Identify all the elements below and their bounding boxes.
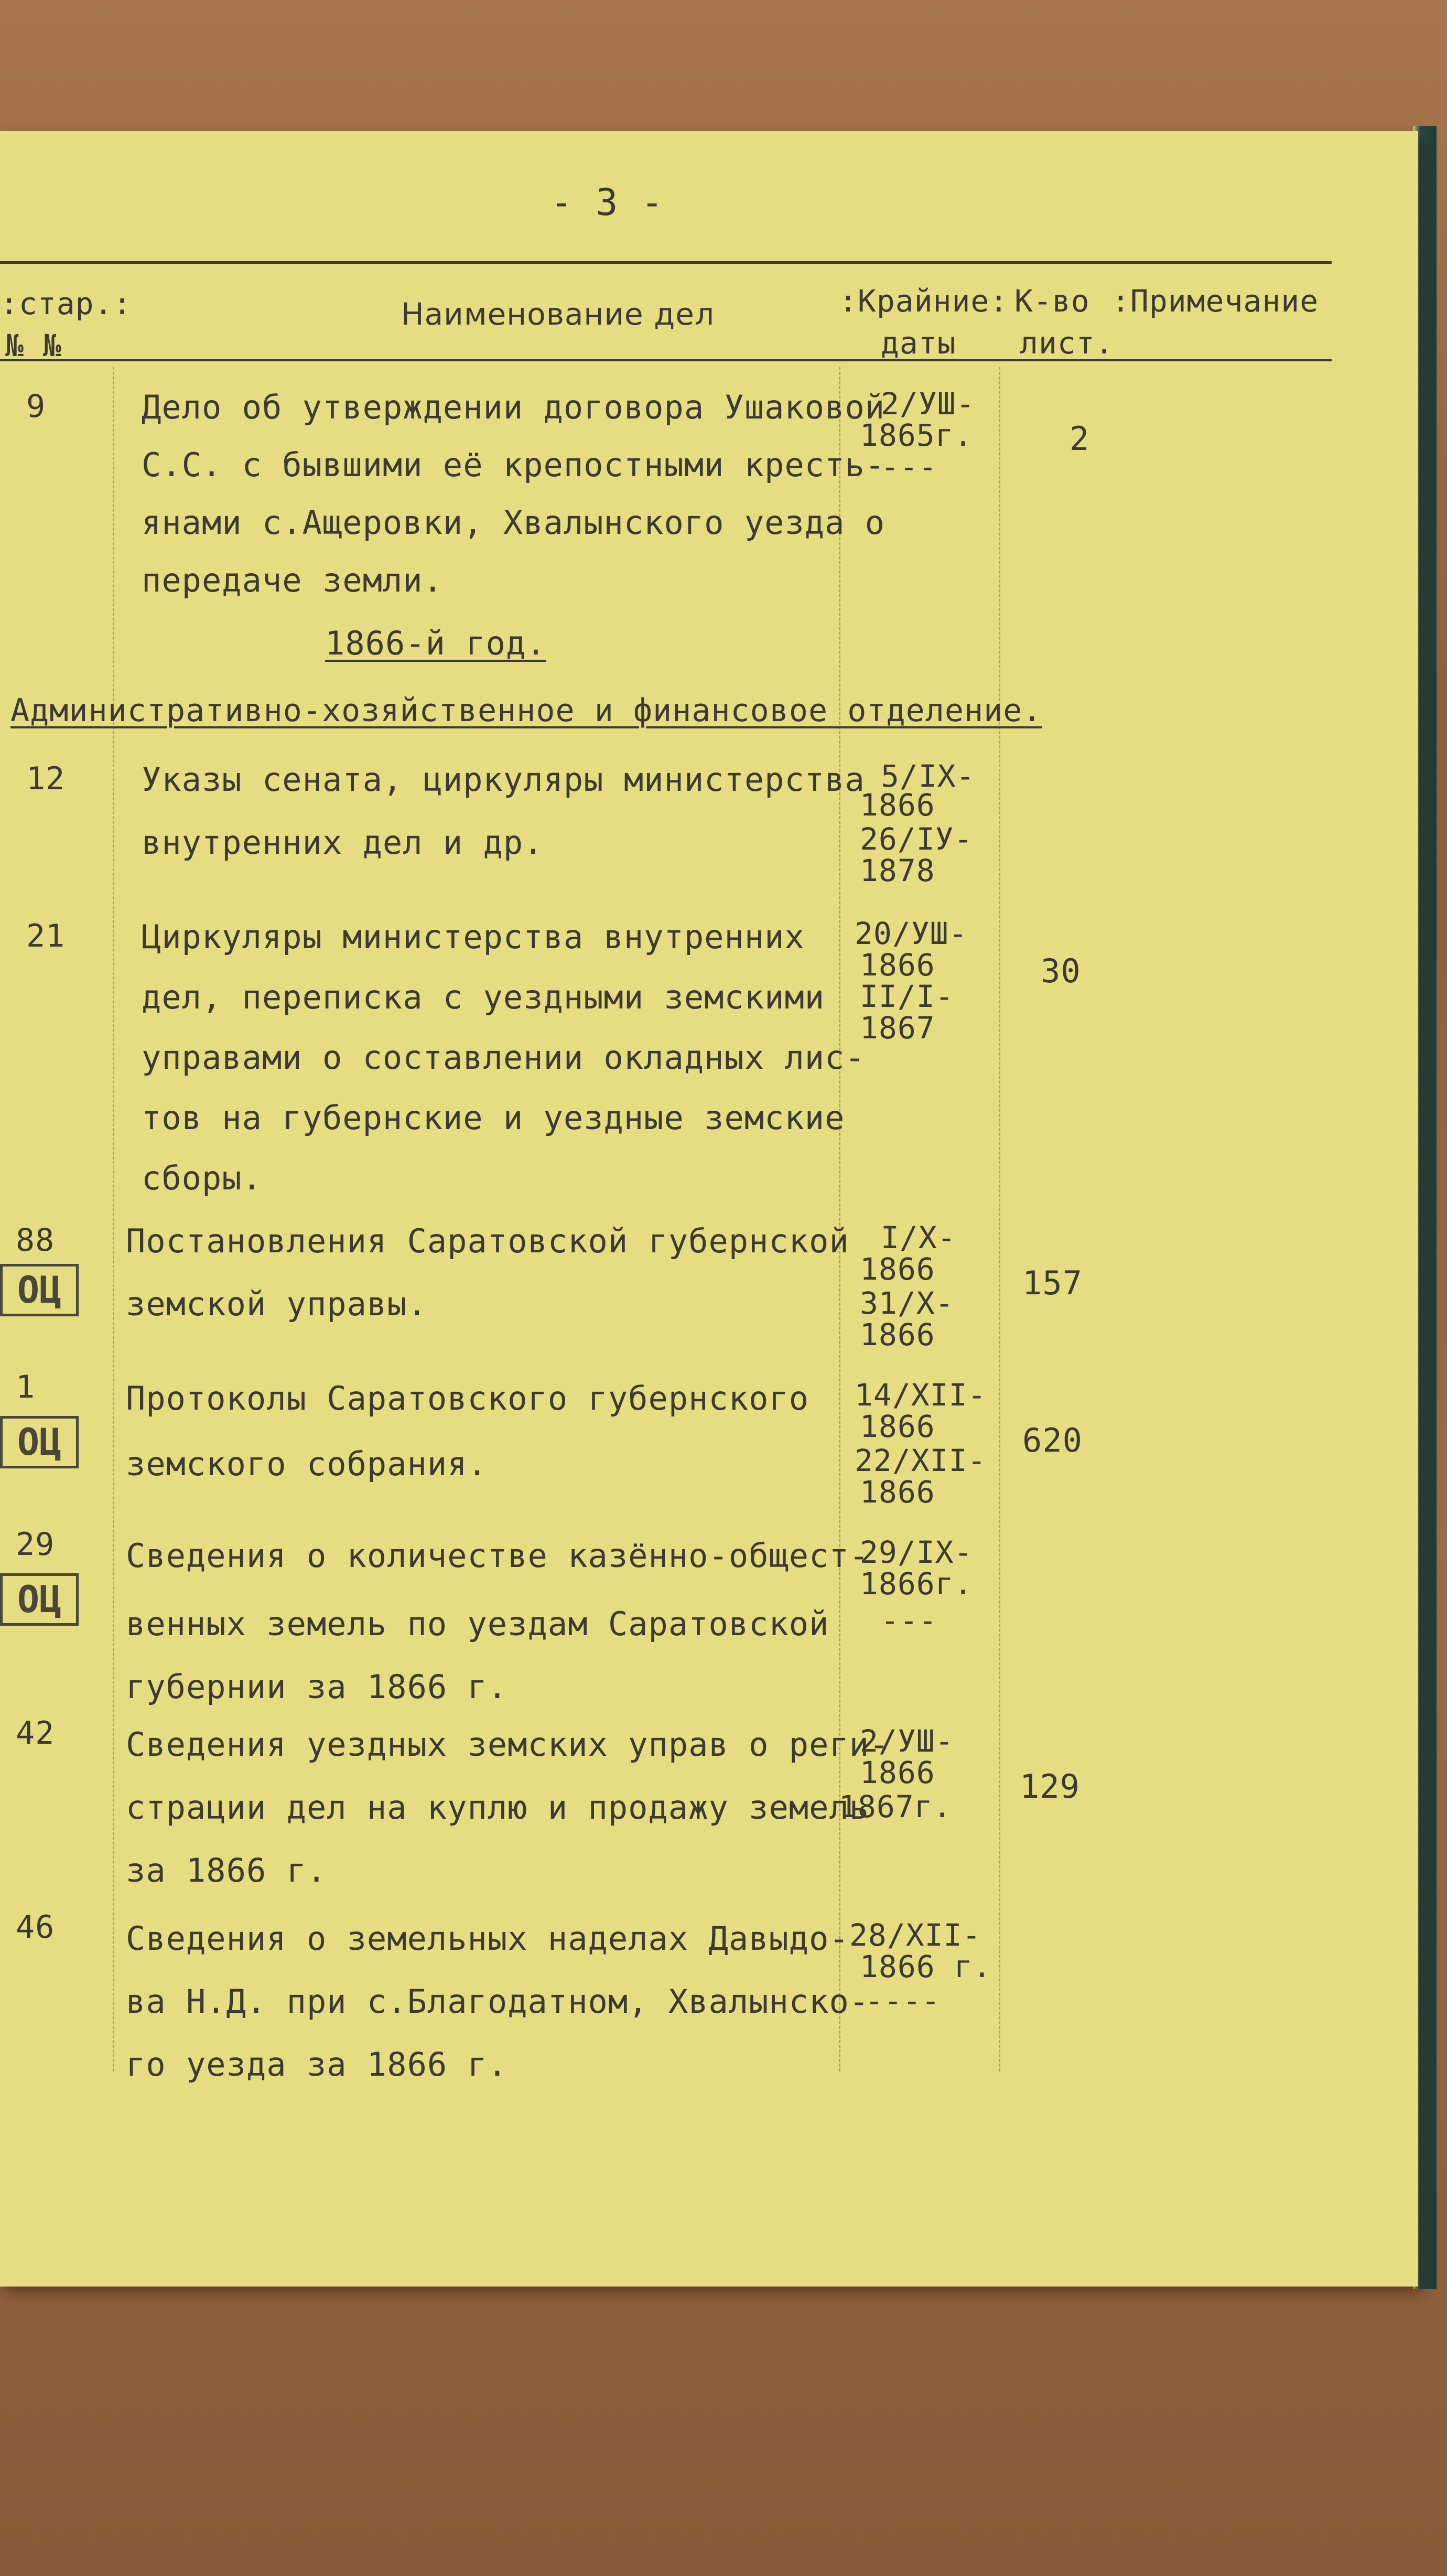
oc-stamp: ОЦ (0, 1264, 79, 1316)
row-sheets: 129 (1020, 1767, 1080, 1806)
row-title-line: Сведения о количестве казённо-общест- (126, 1537, 870, 1575)
row-date: II/I- (860, 979, 954, 1014)
row-title-line: С.С. с бывшими её крепостными кресть- (142, 446, 886, 484)
row-sheets: 157 (1022, 1264, 1083, 1302)
row-date: 22/XII- (855, 1443, 987, 1478)
header-sheets: К-во (1014, 283, 1090, 319)
row-title-line: губернии за 1866 г. (126, 1668, 508, 1706)
row-date: 1866 (860, 1251, 935, 1287)
row-date: 1866 (860, 1317, 935, 1353)
row-old-num: 12 (26, 760, 66, 797)
row-date: 29/IX- (860, 1534, 973, 1570)
row-date: 1867г. (839, 1789, 952, 1824)
row-title-line: передаче земли. (142, 561, 443, 599)
row-date: 1878 (860, 853, 935, 888)
row-date: 26/IУ- (860, 821, 973, 857)
section-heading: Административно-хозяйственное и финансовое отделение. (10, 692, 1042, 729)
row-title-line: Дело об утверждении договора Ушаковой (142, 388, 886, 426)
row-date: 5/IX- (881, 758, 975, 794)
row-date: 2/УШ- (881, 386, 975, 422)
row-title-line: ва Н.Д. при с.Благодатном, Хвалынско- (126, 1982, 870, 2021)
row-date: I/X- (881, 1220, 956, 1255)
row-old-num: 42 (16, 1715, 55, 1752)
header-top-rule (0, 261, 1332, 264)
header-dates-sub: даты (881, 325, 956, 361)
row-date: 1866 (860, 1474, 935, 1510)
row-title-line: Указы сената, циркуляры министерства (142, 760, 865, 799)
row-title-line: страции дел на куплю и продажу земель (126, 1788, 870, 1827)
header-dates: :Крайние: (839, 283, 1009, 319)
row-date: 31/X- (860, 1285, 954, 1321)
row-title-line: Постановления Саратовской губернской (126, 1222, 849, 1260)
row-old-num: 88 (16, 1222, 55, 1259)
row-date: 20/УШ- (855, 916, 968, 951)
row-old-num: 21 (26, 918, 66, 954)
row-title-line: сборы. (142, 1159, 262, 1197)
row-date: 2/УШ- (860, 1723, 954, 1759)
row-date: 1867 (860, 1010, 935, 1046)
row-date: 1866 (860, 787, 935, 823)
row-title-line: тов на губернские и уездные земские (142, 1099, 845, 1137)
header-sheets-sub: лист. (1020, 325, 1114, 361)
row-title-line: дел, переписка с уездными земскими (142, 978, 825, 1016)
row-title-line: го уезда за 1866 г. (126, 2045, 508, 2084)
row-date: 1866 (860, 1409, 935, 1444)
column-separator (999, 367, 1000, 2071)
row-title-line: Сведения о земельных наделах Давыдо- (126, 1919, 849, 1958)
row-title-line: венных земель по уездам Саратовской (126, 1605, 829, 1643)
row-title-line: Сведения уездных земских управ о реги- (126, 1725, 890, 1764)
row-sheets: 2 (1070, 420, 1090, 458)
oc-stamp: ОЦ (0, 1573, 79, 1626)
year-heading: 1866-й год. (325, 624, 546, 662)
row-title-line: внутренних дел и др. (142, 823, 544, 862)
row-title-line: Циркуляры министерства внутренних (142, 918, 805, 956)
row-old-num: 1 (16, 1369, 36, 1405)
row-sheets: 30 (1041, 952, 1081, 990)
header-bottom-rule (0, 359, 1332, 361)
row-title-line: земского собрания. (126, 1445, 488, 1483)
row-title-line: Протоколы Саратовского губернского (126, 1379, 809, 1418)
row-date: 1866 (860, 1755, 935, 1790)
row-date: 1866г. (860, 1566, 973, 1602)
row-date: 14/XII- (855, 1377, 987, 1413)
row-date: --- (881, 449, 937, 485)
header-title: Наименование дел (401, 296, 715, 332)
row-old-num: 29 (16, 1526, 55, 1563)
row-date: 1865г. (860, 417, 973, 453)
header-old-num: :стар.: (0, 286, 132, 321)
row-date: 28/XII- (849, 1917, 981, 1953)
row-title-line: за 1866 г. (126, 1851, 327, 1890)
row-old-num: 46 (16, 1909, 55, 1946)
row-date: --- (881, 1603, 937, 1638)
row-title-line: янами с.Ащеровки, Хвалынского уезда о (142, 503, 886, 542)
row-date: ---- (865, 1983, 941, 2019)
row-sheets: 620 (1022, 1421, 1083, 1459)
oc-stamp: ОЦ (0, 1416, 79, 1468)
row-date: 1866 г. (860, 1949, 992, 1984)
row-title-line: земской управы. (126, 1285, 427, 1323)
header-old-num-sub: № № (5, 328, 62, 363)
page-number: - 3 - (550, 181, 664, 224)
row-old-num: 9 (26, 388, 46, 425)
column-separator (113, 367, 114, 2071)
header-notes: :Примечание (1111, 283, 1319, 319)
row-title-line: управами о составлении окладных лис- (142, 1038, 865, 1077)
row-date: 1866 (860, 947, 935, 983)
